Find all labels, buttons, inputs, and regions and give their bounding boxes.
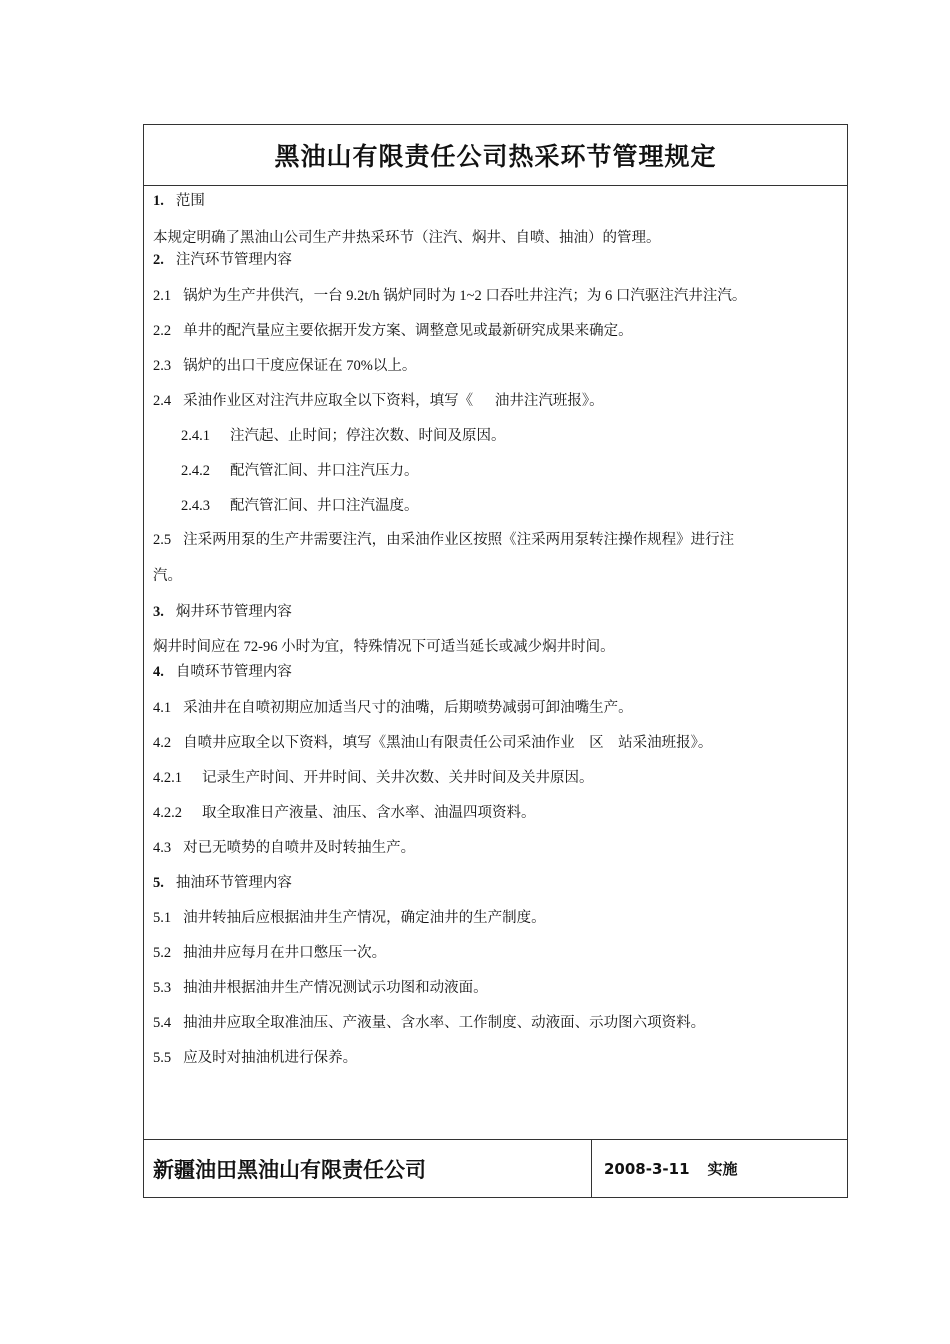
title-row [144, 125, 847, 186]
body-line [153, 322, 633, 340]
body-line [153, 944, 386, 962]
section-heading: 抽油环节管理内容 [175, 875, 292, 891]
section-heading: 范围 [175, 193, 205, 209]
body-line [153, 251, 292, 269]
footer-status: 实施 [707, 1160, 738, 1178]
clause-text: 焖井时间应在 72-96 小时为宜，特殊情况下可适当延长或减少焖井时间。 [153, 639, 615, 655]
body-line [153, 357, 416, 375]
clause-text: 锅炉为生产井供汽，一台 9.2t/h 锅炉同时为 1~2 口吞吐井注汽；为 6 口汽驱注汽井注汽。 [183, 288, 747, 304]
clause-number: 2.4.1 [181, 428, 210, 444]
body-line [153, 1014, 705, 1032]
clause-number: 5. [153, 875, 164, 891]
clause-number: 2.5 [153, 532, 172, 548]
body-line [181, 497, 419, 515]
body-line [153, 1049, 357, 1067]
clause-number: 2. [153, 252, 164, 268]
footer-date-cell [592, 1140, 847, 1197]
clause-number: 5.4 [153, 1015, 172, 1031]
body-line [153, 392, 604, 410]
clause-number: 2.3 [153, 358, 172, 374]
clause-number: 5.1 [153, 910, 172, 926]
footer-row [144, 1139, 847, 1197]
clause-number: 5.3 [153, 980, 172, 996]
clause-text: 取全取准日产液量、油压、含水率、油温四项资料。 [202, 805, 536, 821]
body-line [153, 567, 182, 585]
clause-text: 注采两用泵的生产井需要注汽，由采油作业区按照《注采两用泵转注操作规程》进行注 [183, 532, 735, 548]
clause-text: 油井转抽后应根据油井生产情况，确定油井的生产制度。 [183, 910, 546, 926]
clause-number: 4.2.1 [153, 770, 182, 786]
clause-text: 应及时对抽油机进行保养。 [183, 1050, 358, 1066]
clause-number: 1. [153, 193, 164, 209]
clause-text: 抽油井应每月在井口憋压一次。 [183, 945, 387, 961]
clause-text: 单井的配汽量应主要依据开发方案、调整意见或最新研究成果来确定。 [183, 323, 633, 339]
clause-number: 5.2 [153, 945, 172, 961]
body-line [181, 427, 506, 445]
clause-number: 2.4.2 [181, 463, 210, 479]
clause-number: 2.4 [153, 393, 172, 409]
body-line [181, 462, 419, 480]
section-heading: 焖井环节管理内容 [175, 604, 292, 620]
clause-number: 4.3 [153, 840, 172, 856]
body-line [153, 769, 594, 787]
body-line [153, 839, 415, 857]
clause-text: 配汽管汇间、井口注汽压力。 [230, 463, 419, 479]
clause-number: 2.2 [153, 323, 172, 339]
clause-number: 2.1 [153, 288, 172, 304]
clause-text: 抽油井根据油井生产情况测试示功图和动液面。 [183, 980, 488, 996]
clause-number: 5.5 [153, 1050, 172, 1066]
body-line [153, 979, 488, 997]
document-title: 黑油山有限责任公司热采环节管理规定 [274, 142, 717, 171]
section-heading: 注汽环节管理内容 [175, 252, 292, 268]
document-frame [143, 124, 848, 1198]
clause-text: 抽油井应取全取准油压、产液量、含水率、工作制度、动液面、示功图六项资料。 [183, 1015, 706, 1031]
clause-number: 4.2 [153, 735, 172, 751]
body-line [153, 638, 615, 656]
clause-text: 汽。 [153, 568, 182, 584]
clause-text: 对已无喷势的自喷井及时转抽生产。 [183, 840, 416, 856]
section-heading: 自喷环节管理内容 [175, 664, 292, 680]
clause-number: 4.2.2 [153, 805, 182, 821]
clause-text: 本规定明确了黑油山公司生产井热采环节（注汽、焖井、自喷、抽油）的管理。 [153, 230, 661, 246]
clause-text: 注汽起、止时间；停注次数、时间及原因。 [230, 428, 506, 444]
footer-date: 2008-3-11 [604, 1159, 690, 1178]
body-line [153, 874, 292, 892]
body-line [153, 192, 205, 210]
clause-number: 4. [153, 664, 164, 680]
body-line [153, 603, 292, 621]
clause-number: 4.1 [153, 700, 172, 716]
clause-text: 锅炉的出口干度应保证在 70%以上。 [183, 358, 417, 374]
footer-company-cell [144, 1140, 592, 1197]
body-line [153, 287, 746, 305]
clause-number: 3. [153, 604, 164, 620]
clause-text: 记录生产时间、开井时间、关井次数、关井时间及关井原因。 [202, 770, 594, 786]
body-line [153, 804, 536, 822]
body-line [153, 909, 546, 927]
body-line [153, 699, 633, 717]
clause-text: 自喷井应取全以下资料，填写《黑油山有限责任公司采油作业 区 站采油班报》。 [183, 735, 713, 751]
clause-text: 采油作业区对注汽井应取全以下资料，填写《 油井注汽班报》。 [183, 393, 604, 409]
clause-text: 配汽管汇间、井口注汽温度。 [230, 498, 419, 514]
body-line [153, 229, 661, 247]
body-line [153, 531, 734, 549]
body-line [153, 663, 292, 681]
clause-number: 2.4.3 [181, 498, 210, 514]
clause-text: 采油井在自喷初期应加适当尺寸的油嘴，后期喷势减弱可卸油嘴生产。 [183, 700, 633, 716]
footer-company: 新疆油田黑油山有限责任公司 [153, 1157, 426, 1182]
body-line [153, 734, 712, 752]
